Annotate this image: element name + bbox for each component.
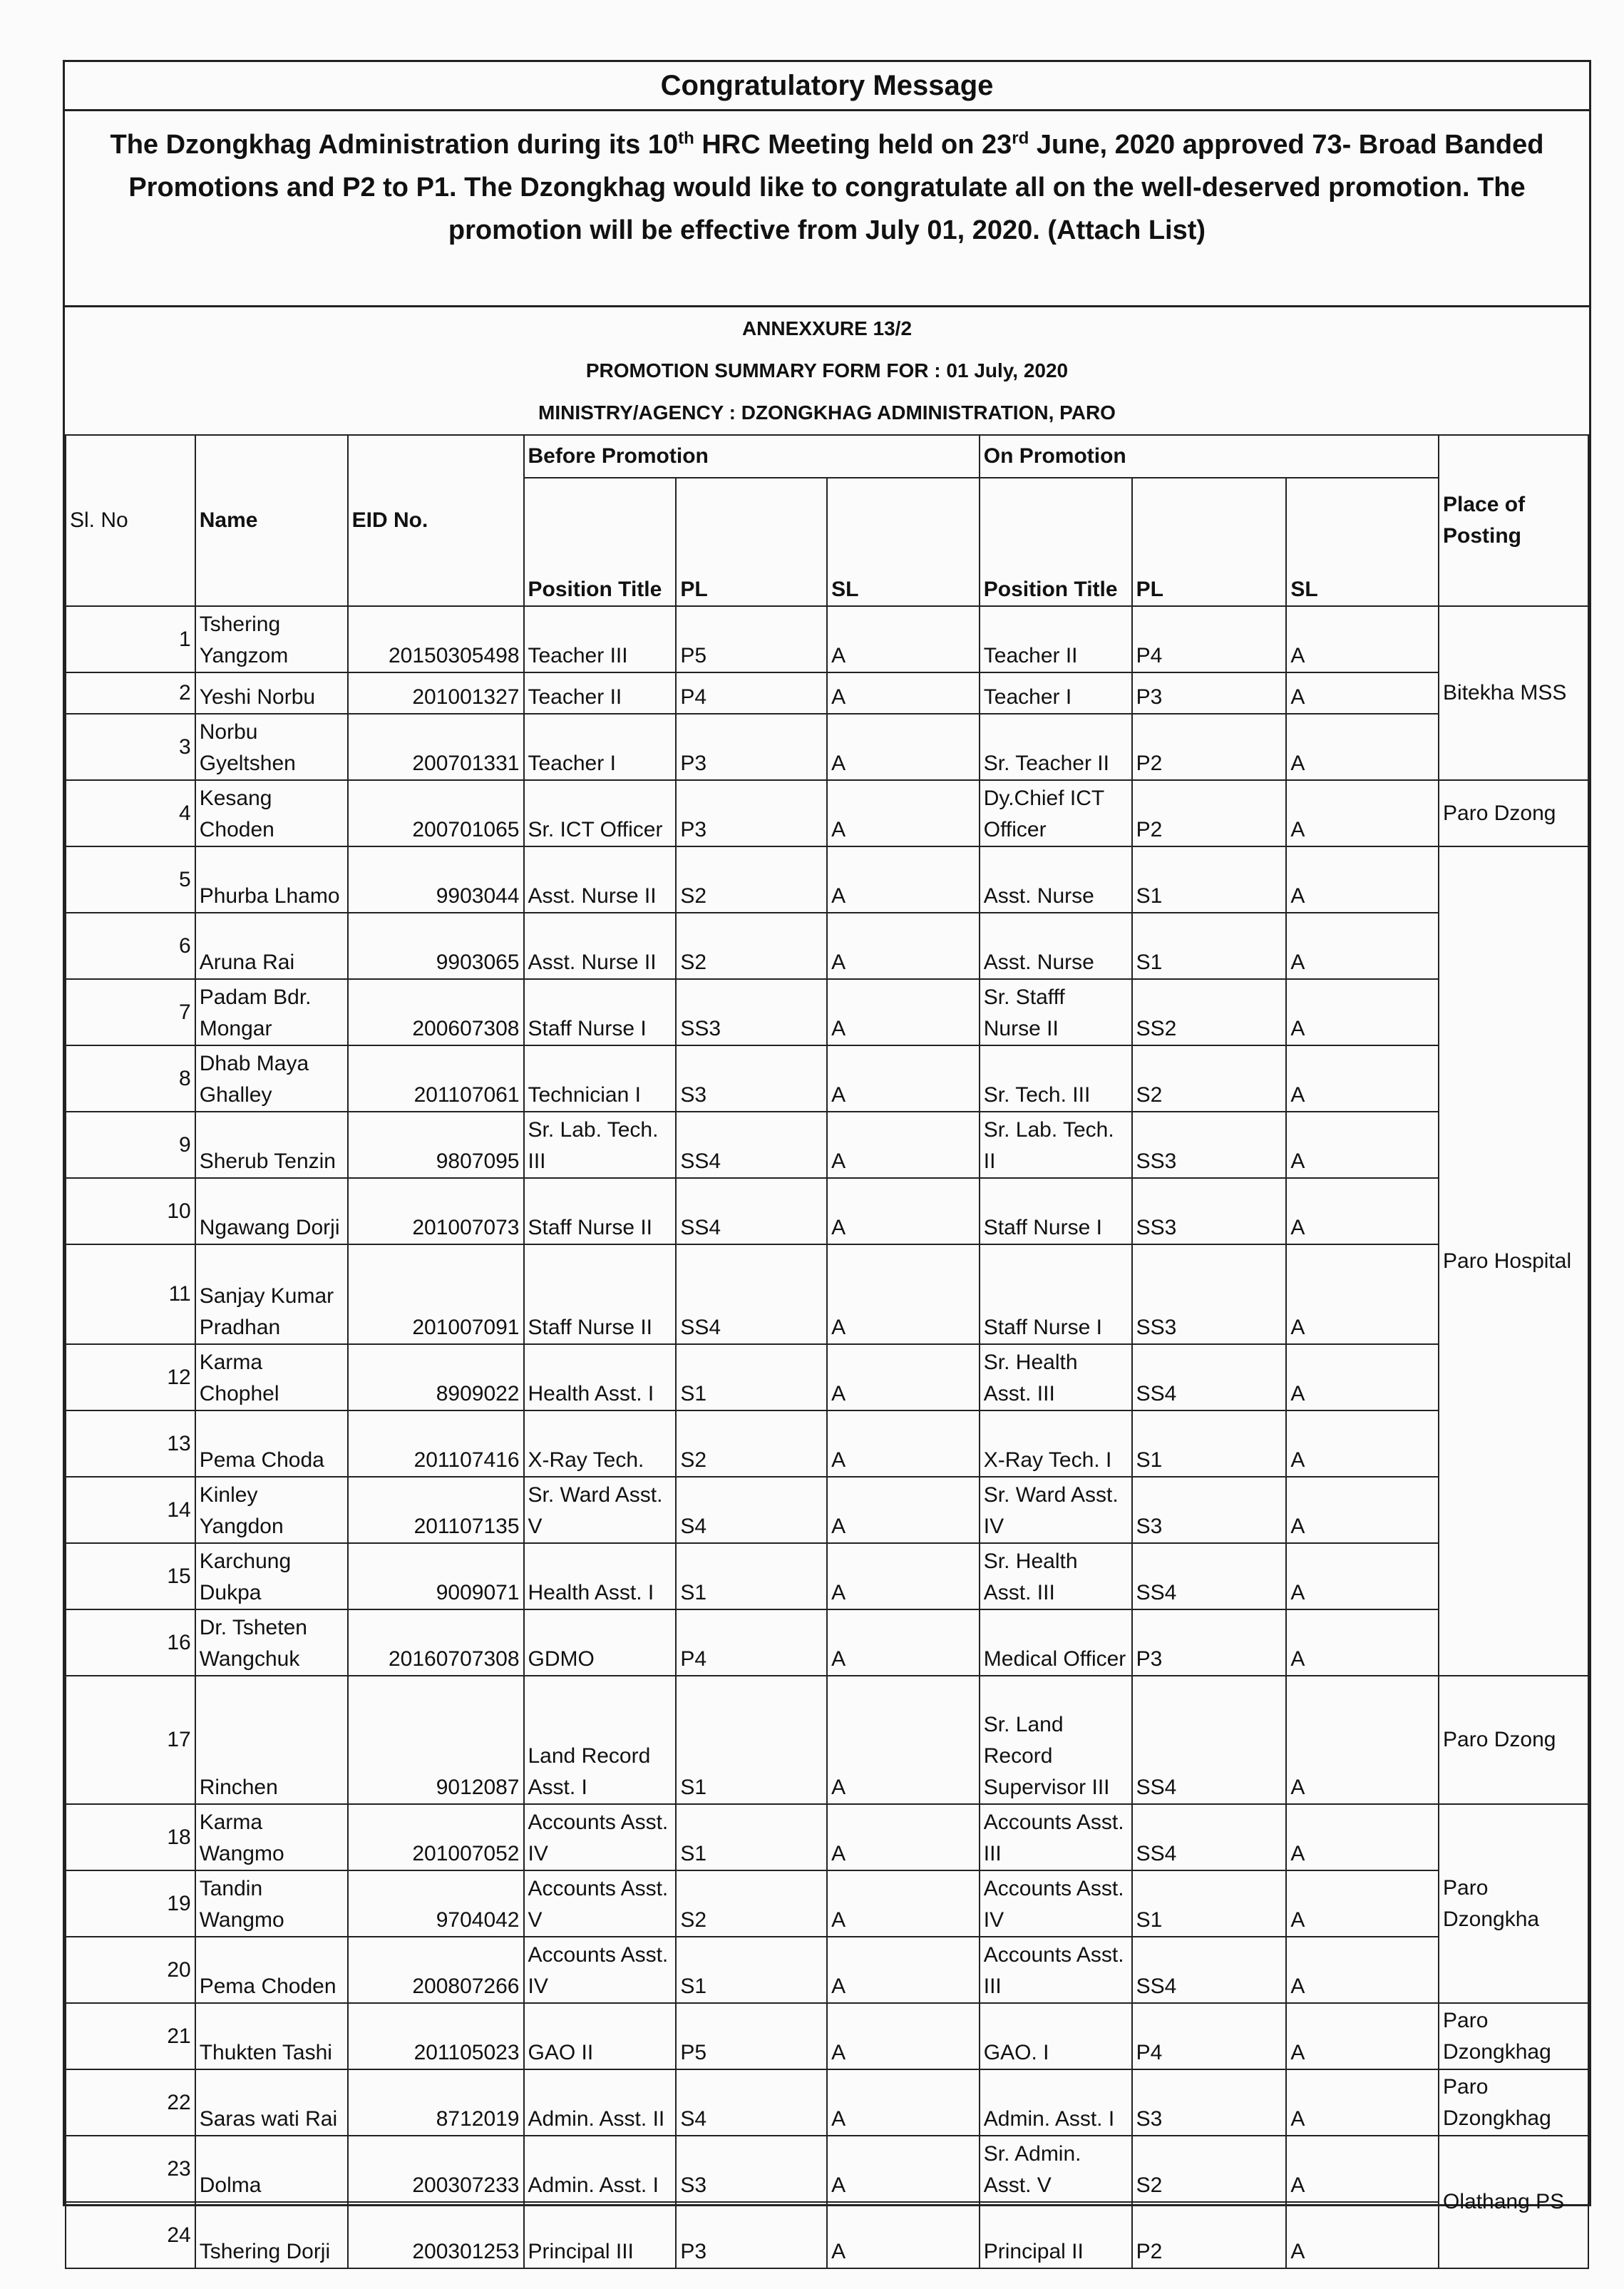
on-sl-cell: A — [1286, 1937, 1439, 2003]
name-cell: Padam Bdr. Mongar — [195, 979, 348, 1045]
before-pl-cell: S1 — [676, 1543, 827, 1609]
on-pl-cell: SS3 — [1132, 1178, 1287, 1244]
on-position-cell: Accounts Asst. IV — [980, 1870, 1132, 1937]
on-sl-cell: A — [1286, 1870, 1439, 1937]
before-position-cell: Accounts Asst. IV — [524, 1804, 677, 1870]
before-sl-cell: A — [827, 1937, 980, 2003]
before-position-cell: Asst. Nurse II — [524, 846, 677, 913]
eid-cell: 9807095 — [348, 1112, 524, 1178]
before-position-cell: Sr. Ward Asst. V — [524, 1477, 677, 1543]
name-cell: Pema Choden — [195, 1937, 348, 2003]
before-pl-cell: SS4 — [676, 1244, 827, 1344]
on-pl-cell: S2 — [1132, 2136, 1287, 2202]
name-cell: Rinchen — [195, 1676, 348, 1804]
before-pl-cell: P3 — [676, 780, 827, 846]
header-on-position-title: Position Title — [980, 478, 1132, 606]
before-pl-cell: S4 — [676, 1477, 827, 1543]
eid-cell: 20150305498 — [348, 606, 524, 672]
eid-cell: 200701331 — [348, 714, 524, 780]
on-sl-cell: A — [1286, 1477, 1439, 1543]
on-position-cell: Sr. Health Asst. III — [980, 1344, 1132, 1410]
name-cell: Tshering Dorji — [195, 2202, 348, 2268]
before-pl-cell: S1 — [676, 1344, 827, 1410]
header-before-position-title: Position Title — [524, 478, 677, 606]
table-row — [66, 979, 1588, 1045]
eid-cell: 201107061 — [348, 1045, 524, 1112]
table-row — [66, 2003, 1588, 2069]
eid-cell: 201001327 — [348, 672, 524, 714]
sl-no-cell: 4 — [66, 780, 195, 846]
before-position-cell: X-Ray Tech. — [524, 1410, 677, 1477]
before-position-cell: Accounts Asst. IV — [524, 1937, 677, 2003]
eid-cell: 8909022 — [348, 1344, 524, 1410]
sl-no-cell: 5 — [66, 846, 195, 913]
before-sl-cell: A — [827, 2003, 980, 2069]
table-row — [66, 714, 1588, 780]
before-sl-cell: A — [827, 1609, 980, 1676]
before-sl-cell: A — [827, 1477, 980, 1543]
header-sl-no: Sl. No — [66, 435, 195, 606]
before-sl-cell: A — [827, 1244, 980, 1344]
table-row — [66, 1676, 1588, 1804]
before-pl-cell: SS4 — [676, 1112, 827, 1178]
before-pl-cell: P3 — [676, 2202, 827, 2268]
on-position-cell: GAO. I — [980, 2003, 1132, 2069]
name-cell: Kesang Choden — [195, 780, 348, 846]
table-row — [66, 1112, 1588, 1178]
eid-cell: 9012087 — [348, 1676, 524, 1804]
header-eid: EID No. — [348, 435, 524, 606]
before-sl-cell: A — [827, 780, 980, 846]
on-position-cell: Teacher I — [980, 672, 1132, 714]
on-sl-cell: A — [1286, 1410, 1439, 1477]
on-position-cell: Sr. Ward Asst. IV — [980, 1477, 1132, 1543]
sl-no-cell: 21 — [66, 2003, 195, 2069]
before-sl-cell: A — [827, 1870, 980, 1937]
on-pl-cell: S2 — [1132, 1045, 1287, 1112]
before-sl-cell: A — [827, 1344, 980, 1410]
before-sl-cell: A — [827, 1178, 980, 1244]
before-position-cell: Principal III — [524, 2202, 677, 2268]
on-pl-cell: S3 — [1132, 1477, 1287, 1543]
promotion-table — [65, 434, 1589, 2269]
on-sl-cell: A — [1286, 606, 1439, 672]
before-position-cell: Technician I — [524, 1045, 677, 1112]
header-place-of-posting: Place of Posting — [1439, 435, 1588, 606]
message-part-1: The Dzongkhag Administration during its 10 — [110, 130, 679, 160]
sl-no-cell: 2 — [66, 672, 195, 714]
header-on-promotion: On Promotion — [980, 435, 1439, 478]
name-cell: Tshering Yangzom — [195, 606, 348, 672]
header-on-pl: PL — [1132, 478, 1287, 606]
on-sl-cell: A — [1286, 1344, 1439, 1410]
before-position-cell: GDMO — [524, 1609, 677, 1676]
sl-no-cell: 11 — [66, 1244, 195, 1344]
on-sl-cell: A — [1286, 1244, 1439, 1344]
sl-no-cell: 14 — [66, 1477, 195, 1543]
table-row — [66, 846, 1588, 913]
before-sl-cell: A — [827, 2202, 980, 2268]
on-pl-cell: SS4 — [1132, 1676, 1287, 1804]
on-sl-cell: A — [1286, 1543, 1439, 1609]
sl-no-cell: 15 — [66, 1543, 195, 1609]
before-pl-cell: P5 — [676, 606, 827, 672]
annex-number: ANNEXXURE 13/2 — [741, 317, 913, 339]
on-sl-cell: A — [1286, 2136, 1439, 2202]
eid-cell: 8712019 — [348, 2069, 524, 2136]
before-sl-cell: A — [827, 1804, 980, 1870]
before-sl-cell: A — [827, 2136, 980, 2202]
name-cell: Ngawang Dorji — [195, 1178, 348, 1244]
before-position-cell: Sr. Lab. Tech. III — [524, 1112, 677, 1178]
table-row — [66, 1609, 1588, 1676]
name-cell: Norbu Gyeltshen — [195, 714, 348, 780]
eid-cell: 200701065 — [348, 780, 524, 846]
before-position-cell: Teacher III — [524, 606, 677, 672]
sl-no-cell: 18 — [66, 1804, 195, 1870]
sl-no-cell: 24 — [66, 2202, 195, 2268]
on-sl-cell: A — [1286, 913, 1439, 979]
name-cell: Phurba Lhamo — [195, 846, 348, 913]
on-sl-cell: A — [1286, 846, 1439, 913]
message-part-3: June, 2020 approved 73- Broad Banded Promotions and P2 to P1. The Dzongkhag would like to congratulate all on the well-deserved promotion. The promotion will be effective from July 01, 2020. (Attach List) — [128, 130, 1544, 245]
table-row — [66, 1804, 1588, 1870]
on-pl-cell: S1 — [1132, 1870, 1287, 1937]
on-position-cell: Sr. Stafff Nurse II — [980, 979, 1132, 1045]
table-row — [66, 1477, 1588, 1543]
on-pl-cell: P3 — [1132, 1609, 1287, 1676]
table-row — [66, 1937, 1588, 2003]
eid-cell: 201007091 — [348, 1244, 524, 1344]
before-sl-cell: A — [827, 1410, 980, 1477]
on-pl-cell: SS4 — [1132, 1937, 1287, 2003]
name-cell: Karma Wangmo — [195, 1804, 348, 1870]
on-sl-cell: A — [1286, 979, 1439, 1045]
header-before-sl: SL — [827, 478, 980, 606]
eid-cell: 201107416 — [348, 1410, 524, 1477]
on-sl-cell: A — [1286, 1804, 1439, 1870]
before-position-cell: Staff Nurse II — [524, 1178, 677, 1244]
place-of-posting-cell: Olathang PS — [1439, 2136, 1588, 2268]
before-pl-cell: P4 — [676, 1609, 827, 1676]
on-position-cell: Accounts Asst. III — [980, 1937, 1132, 2003]
eid-cell: 201107135 — [348, 1477, 524, 1543]
table-row — [66, 1178, 1588, 1244]
before-position-cell: Staff Nurse I — [524, 979, 677, 1045]
sl-no-cell: 7 — [66, 979, 195, 1045]
on-sl-cell: A — [1286, 1609, 1439, 1676]
before-position-cell: Admin. Asst. I — [524, 2136, 677, 2202]
on-position-cell: Sr. Tech. III — [980, 1045, 1132, 1112]
before-sl-cell: A — [827, 1676, 980, 1804]
message-part-2: HRC Meeting held on 23 — [694, 130, 1012, 160]
sl-no-cell: 3 — [66, 714, 195, 780]
on-pl-cell: S3 — [1132, 2069, 1287, 2136]
on-position-cell: X-Ray Tech. I — [980, 1410, 1132, 1477]
header-before-pl: PL — [676, 478, 827, 606]
place-of-posting-cell: Paro Hospital — [1439, 846, 1588, 1676]
before-pl-cell: SS3 — [676, 979, 827, 1045]
table-row — [66, 1045, 1588, 1112]
before-sl-cell: A — [827, 714, 980, 780]
on-pl-cell: SS4 — [1132, 1344, 1287, 1410]
name-cell: Sherub Tenzin — [195, 1112, 348, 1178]
table-row — [66, 1344, 1588, 1410]
eid-cell: 9903044 — [348, 846, 524, 913]
on-position-cell: Admin. Asst. I — [980, 2069, 1132, 2136]
name-cell: Thukten Tashi — [195, 2003, 348, 2069]
on-pl-cell: P4 — [1132, 2003, 1287, 2069]
eid-cell: 200301253 — [348, 2202, 524, 2268]
eid-cell: 9009071 — [348, 1543, 524, 1609]
table-row — [66, 780, 1588, 846]
message-superscript-2: rd — [1012, 128, 1029, 148]
on-position-cell: Principal II — [980, 2202, 1132, 2268]
on-pl-cell: SS4 — [1132, 1543, 1287, 1609]
place-of-posting-cell: Paro Dzongkhag — [1439, 2003, 1588, 2069]
before-pl-cell: S2 — [676, 846, 827, 913]
sl-no-cell: 10 — [66, 1178, 195, 1244]
before-sl-cell: A — [827, 672, 980, 714]
document-title: Congratulatory Message — [65, 62, 1589, 111]
on-sl-cell: A — [1286, 714, 1439, 780]
on-pl-cell: P2 — [1132, 780, 1287, 846]
before-pl-cell: P5 — [676, 2003, 827, 2069]
on-sl-cell: A — [1286, 1676, 1439, 1804]
name-cell: Yeshi Norbu — [195, 672, 348, 714]
eid-cell: 9903065 — [348, 913, 524, 979]
sl-no-cell: 12 — [66, 1344, 195, 1410]
on-sl-cell: A — [1286, 1178, 1439, 1244]
table-row — [66, 606, 1588, 672]
before-pl-cell: S4 — [676, 2069, 827, 2136]
name-cell: Karchung Dukpa — [195, 1543, 348, 1609]
on-position-cell: Accounts Asst. III — [980, 1804, 1132, 1870]
eid-cell: 20160707308 — [348, 1609, 524, 1676]
table-row — [66, 1870, 1588, 1937]
on-position-cell: Asst. Nurse — [980, 913, 1132, 979]
on-pl-cell: P4 — [1132, 606, 1287, 672]
before-pl-cell: S1 — [676, 1937, 827, 2003]
on-position-cell: Teacher II — [980, 606, 1132, 672]
on-pl-cell: SS3 — [1132, 1244, 1287, 1344]
on-sl-cell: A — [1286, 2003, 1439, 2069]
header-name: Name — [195, 435, 348, 606]
on-sl-cell: A — [1286, 2202, 1439, 2268]
before-pl-cell: S2 — [676, 1410, 827, 1477]
before-position-cell: Admin. Asst. II — [524, 2069, 677, 2136]
name-cell: Pema Choda — [195, 1410, 348, 1477]
before-pl-cell: S3 — [676, 2136, 827, 2202]
on-position-cell: Sr. Health Asst. III — [980, 1543, 1132, 1609]
before-pl-cell: P3 — [676, 714, 827, 780]
before-position-cell: Health Asst. I — [524, 1543, 677, 1609]
before-sl-cell: A — [827, 2069, 980, 2136]
table-row — [66, 1543, 1588, 1609]
ministry-agency-line: MINISTRY/AGENCY : DZONGKHAG ADMINISTRATION, PARO — [538, 401, 1116, 424]
on-pl-cell: S1 — [1132, 846, 1287, 913]
before-sl-cell: A — [827, 606, 980, 672]
on-pl-cell: P3 — [1132, 672, 1287, 714]
place-of-posting-cell: Paro Dzong — [1439, 1676, 1588, 1804]
before-position-cell: Teacher II — [524, 672, 677, 714]
before-position-cell: Land Record Asst. I — [524, 1676, 677, 1804]
on-sl-cell: A — [1286, 780, 1439, 846]
before-position-cell: Sr. ICT Officer — [524, 780, 677, 846]
before-pl-cell: P4 — [676, 672, 827, 714]
before-position-cell: Health Asst. I — [524, 1344, 677, 1410]
name-cell: Dolma — [195, 2136, 348, 2202]
place-of-posting-cell: Paro Dzongkhag — [1439, 2069, 1588, 2136]
on-pl-cell: SS3 — [1132, 1112, 1287, 1178]
eid-cell: 200307233 — [348, 2136, 524, 2202]
on-sl-cell: A — [1286, 1045, 1439, 1112]
on-position-cell: Sr. Land Record Supervisor III — [980, 1676, 1132, 1804]
on-position-cell: Sr. Lab. Tech. II — [980, 1112, 1132, 1178]
table-row — [66, 2136, 1588, 2202]
name-cell: Tandin Wangmo — [195, 1870, 348, 1937]
name-cell: Saras wati Rai — [195, 2069, 348, 2136]
sl-no-cell: 19 — [66, 1870, 195, 1937]
on-pl-cell: S1 — [1132, 913, 1287, 979]
table-row — [66, 1244, 1588, 1344]
on-position-cell: Sr. Teacher II — [980, 714, 1132, 780]
on-sl-cell: A — [1286, 672, 1439, 714]
place-of-posting-cell: Bitekha MSS — [1439, 606, 1588, 780]
before-pl-cell: S1 — [676, 1676, 827, 1804]
before-pl-cell: SS4 — [676, 1178, 827, 1244]
eid-cell: 200607308 — [348, 979, 524, 1045]
on-position-cell: Sr. Admin. Asst. V — [980, 2136, 1132, 2202]
before-sl-cell: A — [827, 913, 980, 979]
before-pl-cell: S2 — [676, 913, 827, 979]
before-sl-cell: A — [827, 1112, 980, 1178]
header-before-promotion: Before Promotion — [524, 435, 980, 478]
promotion-document — [63, 60, 1591, 2263]
sl-no-cell: 23 — [66, 2136, 195, 2202]
sl-no-cell: 9 — [66, 1112, 195, 1178]
table-row — [66, 1410, 1588, 1477]
before-position-cell: Teacher I — [524, 714, 677, 780]
eid-cell: 201007052 — [348, 1804, 524, 1870]
sl-no-cell: 20 — [66, 1937, 195, 2003]
on-pl-cell: S1 — [1132, 1410, 1287, 1477]
table-row — [66, 913, 1588, 979]
before-sl-cell: A — [827, 1543, 980, 1609]
on-sl-cell: A — [1286, 1112, 1439, 1178]
before-sl-cell: A — [827, 979, 980, 1045]
sl-no-cell: 17 — [66, 1676, 195, 1804]
before-sl-cell: A — [827, 1045, 980, 1112]
on-position-cell: Staff Nurse I — [980, 1244, 1132, 1344]
on-pl-cell: SS2 — [1132, 979, 1287, 1045]
table-row — [66, 2069, 1588, 2136]
name-cell: Karma Chophel — [195, 1344, 348, 1410]
on-position-cell: Staff Nurse I — [980, 1178, 1132, 1244]
before-position-cell: Staff Nurse II — [524, 1244, 677, 1344]
before-position-cell: Accounts Asst. V — [524, 1870, 677, 1937]
before-position-cell: Asst. Nurse II — [524, 913, 677, 979]
annex-block — [65, 307, 1589, 434]
table-row — [66, 2202, 1588, 2268]
on-position-cell: Dy.Chief ICT Officer — [980, 780, 1132, 846]
eid-cell: 200807266 — [348, 1937, 524, 2003]
on-pl-cell: P2 — [1132, 714, 1287, 780]
eid-cell: 9704042 — [348, 1870, 524, 1937]
table-row — [66, 672, 1588, 714]
place-of-posting-cell: Paro Dzong — [1439, 780, 1588, 846]
eid-cell: 201105023 — [348, 2003, 524, 2069]
on-sl-cell: A — [1286, 2069, 1439, 2136]
on-position-cell: Asst. Nurse — [980, 846, 1132, 913]
sl-no-cell: 8 — [66, 1045, 195, 1112]
sl-no-cell: 1 — [66, 606, 195, 672]
on-pl-cell: P2 — [1132, 2202, 1287, 2268]
sl-no-cell: 6 — [66, 913, 195, 979]
message-superscript-1: th — [678, 128, 694, 148]
before-position-cell: GAO II — [524, 2003, 677, 2069]
name-cell: Aruna Rai — [195, 913, 348, 979]
before-sl-cell: A — [827, 846, 980, 913]
before-pl-cell: S2 — [676, 1870, 827, 1937]
eid-cell: 201007073 — [348, 1178, 524, 1244]
sl-no-cell: 22 — [66, 2069, 195, 2136]
name-cell: Kinley Yangdon — [195, 1477, 348, 1543]
sl-no-cell: 13 — [66, 1410, 195, 1477]
on-pl-cell: SS4 — [1132, 1804, 1287, 1870]
name-cell: Dhab Maya Ghalley — [195, 1045, 348, 1112]
before-pl-cell: S1 — [676, 1804, 827, 1870]
sl-no-cell: 16 — [66, 1609, 195, 1676]
summary-form-line: PROMOTION SUMMARY FORM FOR : 01 July, 2020 — [585, 359, 1069, 382]
congratulatory-message — [65, 109, 1589, 307]
place-of-posting-cell: Paro Dzongkha — [1439, 1804, 1588, 2003]
header-on-sl: SL — [1286, 478, 1439, 606]
on-position-cell: Medical Officer — [980, 1609, 1132, 1676]
before-pl-cell: S3 — [676, 1045, 827, 1112]
name-cell: Dr. Tsheten Wangchuk — [195, 1609, 348, 1676]
name-cell: Sanjay Kumar Pradhan — [195, 1244, 348, 1344]
